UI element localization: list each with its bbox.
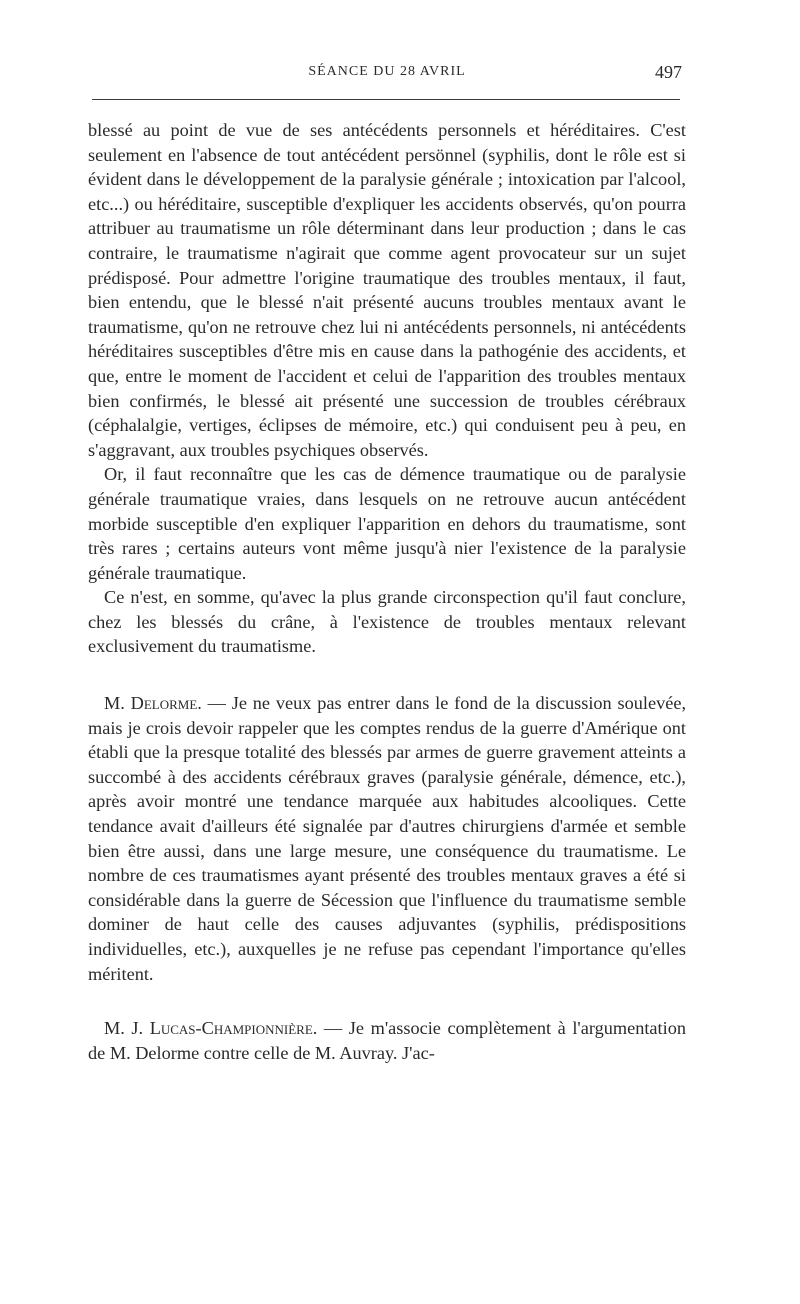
body-text [88,118,686,1065]
delorme-remarks: — Je ne veux pas entrer dans le fond de la discussion soulevée, mais je crois devoir rappeler que les comptes rendus de la guerre d'Amérique ont établi que la presque totalité des blessés par armes de guerre gravement atteints a succombé à des accidents cérébraux graves (paralysie générale, démence, etc.), après avoir montré une tendance marquée aux habitudes alcooliques. Cette tendance avait d'ailleurs été signalée par d'autres chirurgiens d'armée et semble bien être aussi, dans une large mesure, une conséquence du traumatisme. Le nombre de ces traumatismes ayant présenté des troubles mentaux graves a été si considérable dans la guerre de Sécession que l'influence du traumatisme semble dominer de haut celle des causes adjuvantes (syphilis, prédispositions individuelles, etc.), auxquelles je ne refuse pas cependant l'importance qu'elles méritent. [88,693,687,984]
header-rule [92,99,680,100]
running-title: SÉANCE DU 28 AVRIL [308,64,466,79]
speaker-delorme: M. Delorme. [104,693,202,714]
paragraph-delorme [88,691,686,986]
running-header [88,62,686,84]
paragraph-conclusion: Ce n'est, en somme, qu'avec la plus grande circonspection qu'il faut conclure, chez les blessés du crâne, à l'existence de troubles mentaux relevant exclusivement du traumatisme. [88,587,686,657]
paragraph-rarity: Or, il faut reconnaître que les cas de démence traumatique ou de paralysie générale traumatique vraies, dans lesquels on ne retrouve aucun antécédent morbide susceptible d'en expliquer l'apparition en dehors du traumatisme, sont très rares ; certains auteurs vont même jusqu'à nier l'existence de la paralysie générale traumatique. [88,464,686,583]
page-number: 497 [655,62,682,82]
paragraph-continuation: blessé au point de vue de ses antécédents personnels et héréditaires. C'est seulement en l'absence de tout antécédent persönnel (syphilis, dont le rôle est si évident dans le développement de la paralysie générale ; intoxication par l'alcool, etc...) ou héréditaire, susceptible d'expliquer les accidents observés, qu'on pourra attribuer au traumatisme un rôle déterminant dans leur production ; dans le cas contraire, le traumatisme n'agirait que comme agent provocateur sur un sujet prédisposé. Pour admettre l'origine traumatique des troubles mentaux, il faut, bien entendu, que le blessé n'ait présenté aucuns troubles mentaux avant le traumatisme, qu'on ne retrouve chez lui ni antécédents personnels, ni antécédents héréditaires susceptibles d'être mis en cause dans la pathogénie des accidents, et que, entre le moment de l'accident et celui de l'apparition des troubles mentaux bien confirmés, le blessé ait présenté une succession de troubles cérébraux (céphalalgie, vertiges, éclipses de mémoire, etc.) qui conduisent peu à peu, en s'aggravant, aux troubles psychiques observés. [88,120,686,460]
paragraph-lucas-championniere [88,1016,686,1065]
lucas-championniere-remarks: — Je m'associe complètement à l'argumentation de M. Delorme contre celle de M. Auvray. J'ac- [88,1018,686,1063]
speaker-lucas-championniere: M. J. Lucas-Championnière. [104,1018,318,1039]
